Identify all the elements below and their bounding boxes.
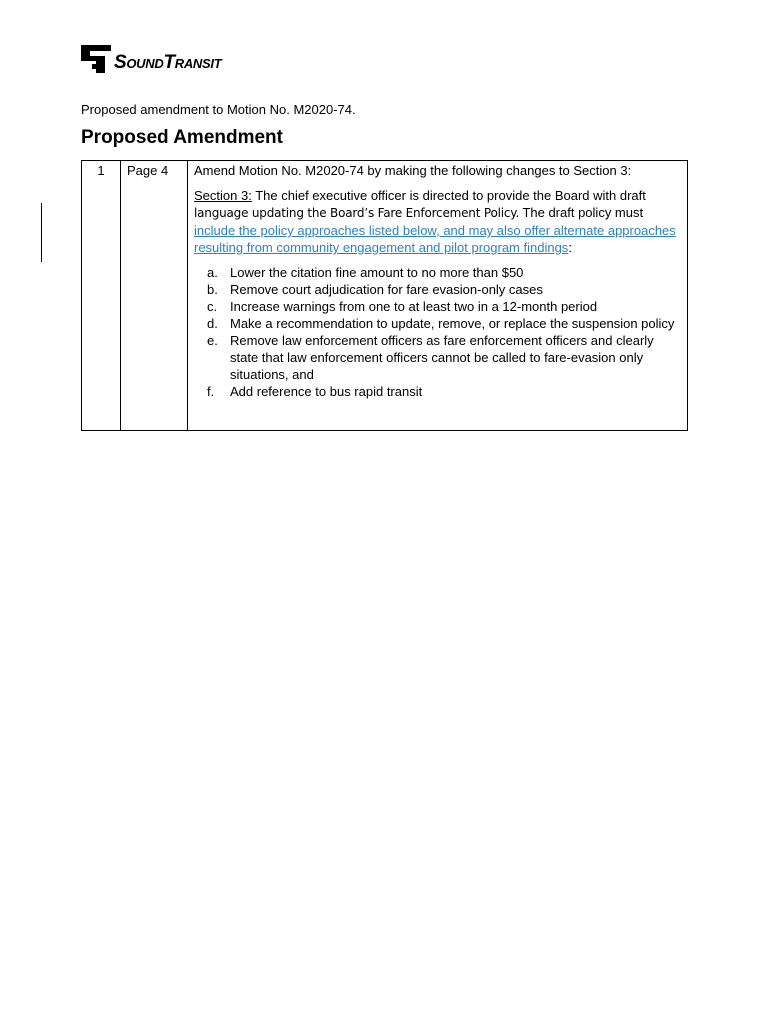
list-text: Add reference to bus rapid transit <box>230 384 423 399</box>
list-text: Make a recommendation to update, remove, or replace the suspension policy <box>230 316 675 331</box>
list-item <box>207 315 681 332</box>
amendment-first-line: Amend Motion No. M2020-74 by making the following changes to Section 3: <box>194 163 632 178</box>
list-item <box>207 298 681 315</box>
amendment-text-cell <box>188 161 688 431</box>
section-end: : <box>568 240 572 255</box>
sound-transit-logo-mark-icon <box>81 45 111 73</box>
intro-line: Proposed amendment to Motion No. M2020-74. <box>81 102 356 117</box>
list-marker: d. <box>207 316 218 331</box>
amendment-number: 1 <box>97 163 105 178</box>
section-text-1: The chief executive officer is directed to provide the Board with draft <box>251 188 646 203</box>
list-item <box>207 264 681 281</box>
amendment-page: Page 4 <box>127 163 169 178</box>
amendment-table <box>81 160 688 431</box>
list-marker: a. <box>207 265 218 280</box>
list-text: Remove law enforcement officers as fare enforcement officers and clearly state that law enforcement officers cannot be called to fare-evasion only situations, and <box>230 333 654 382</box>
revision-margin-bar <box>41 203 42 262</box>
list-text: Lower the citation fine amount to no more than $50 <box>230 265 524 280</box>
list-marker: e. <box>207 333 218 348</box>
list-text: Increase warnings from one to at least two in a 12-month period <box>230 299 598 314</box>
list-item <box>207 281 681 298</box>
list-marker: b. <box>207 282 218 297</box>
section-label: Section 3: <box>194 188 252 203</box>
list-text: Remove court adjudication for fare evasion-only cases <box>230 282 543 297</box>
logo-text: SoundTransit <box>114 52 222 73</box>
section-3-paragraph <box>194 187 681 256</box>
amendment-page-cell <box>121 161 188 431</box>
table-row <box>82 161 688 431</box>
section-text-2: language updating the Board’s Fare Enforcement Policy. <box>194 206 520 220</box>
section-text-3: The draft policy must <box>519 205 644 220</box>
list-item <box>207 332 681 383</box>
policy-list <box>194 264 681 400</box>
list-marker: c. <box>207 299 218 314</box>
sound-transit-logo <box>81 44 221 74</box>
list-marker: f. <box>207 384 215 399</box>
page-title: Proposed Amendment <box>81 127 283 148</box>
amendment-number-cell <box>82 161 121 431</box>
inserted-text: include the policy approaches listed below, and may also offer alternate approaches resulting from community engagement and pilot program findings <box>194 223 676 255</box>
list-item <box>207 383 681 400</box>
